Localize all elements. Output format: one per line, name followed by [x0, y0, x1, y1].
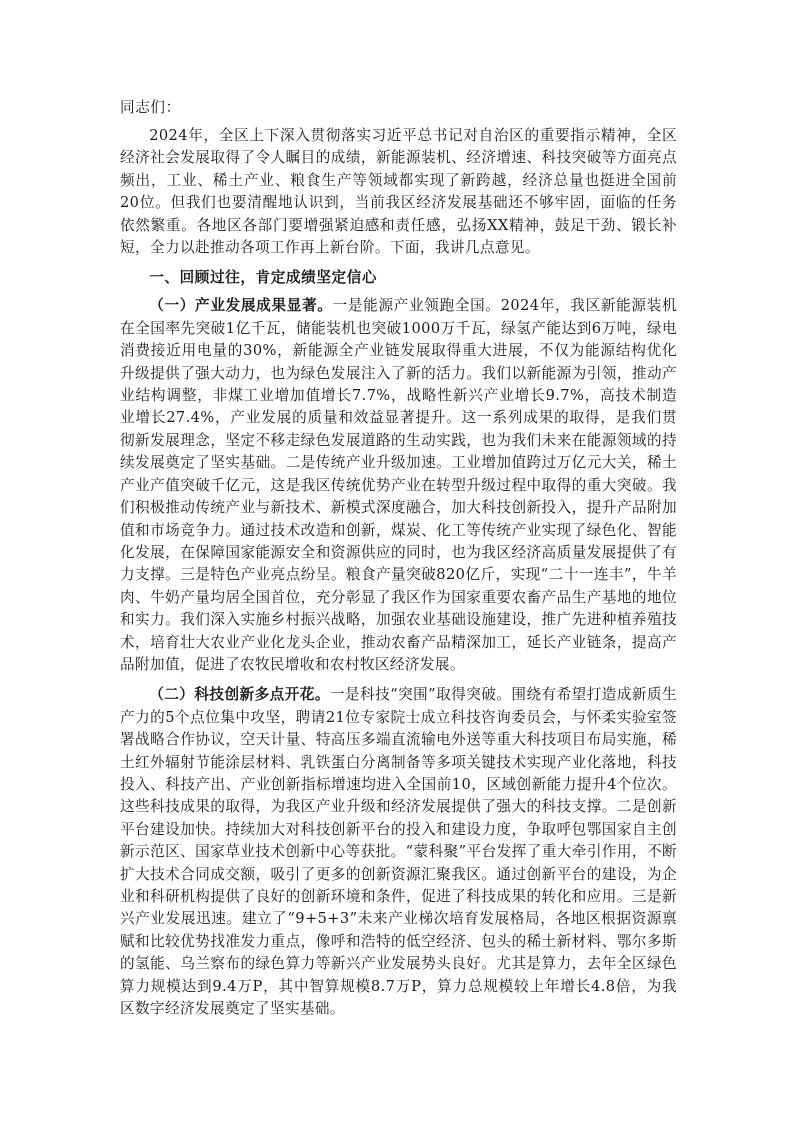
- intro-paragraph: 2024年，全区上下深入贯彻落实习近平总书记对自治区的重要指示精神，全区经济社会发展取得了令人瞩目的成绩，新能源装机、经济增速、科技突破等方面亮点频出，工业、稀土产业、粮食生产等领域都实现了新跨越，经济总量也挺进全国前20位。但我们也要清醒地认识到，当前我区经济发展基础还不够牢固，面临的任务依然繁重。各地区各部门要增强紧迫感和责任感，弘扬XX精神，鼓足干劲、锻长补短，全力以赴推动各项工作再上新台阶。下面，我讲几点意见。: [120, 127, 677, 257]
- industry-paragraph: [120, 295, 677, 676]
- section-heading: 一、回顾过往，肯定成绩坚定信心: [149, 269, 378, 287]
- innovation-body: 一是科技“突围”取得突破。围绕有希望打造成新质生产力的5个点位集中攻坚，聘请21位专家院士成立科技咨询委员会，与怀柔实验室签署战略合作协议，空天计量、特高压多端直流输电外送等重大科技项目布局实施，稀土红外辐射节能涂层材料、乳铁蛋白分离制备等多项关键技术实现产业化落地，科技投入、科技产出、产业创新指标增速均进入全国前10，区域创新能力提升4个位次。这些科技成果的取得，为我区产业升级和经济发展提供了强大的科技支撑。二是创新平台建设加快。持续加大对科技创新平台的投入和建设力度，争取呼包鄂国家自主创新示范区、国家草业技术创新中心等获批。“蒙科聚”平台发挥了重大牵引作用，不断扩大技术合同成交额，吸引了更多的创新资源汇聚我区。通过创新平台的建设，为企业和科研机构提供了良好的创新环境和条件，促进了科技成果的转化和应用。三是新兴产业发展迅速。建立了“9+5+3”未来产业梯次培育发展格局，各地区根据资源禀赋和比较优势找准发力重点，像呼和浩特的低空经济、包头的稀土新材料、鄂尔多斯的氢能、乌兰察布的绿色算力等新兴产业发展势头良好。尤其是算力，去年全区绿色算力规模达到9.4万P，其中智算规模8.7万P，算力总规模较上年增长4.8倍，为我区数字经济发展奠定了坚实基础。: [120, 686, 677, 1018]
- innovation-subheading: （二）科技创新多点开花。: [149, 686, 330, 704]
- industry-body: 一是能源产业领跑全国。2024年，我区新能源装机在全国率先突破1亿千瓦，储能装机也突破1000万千瓦，绿氢产能达到6万吨，绿电消费接近用电量的30%，新能源全产业链发展取得重大进展，不仅为能源结构优化升级提供了强大动力，也为绿色发展注入了新的活力。我们以新能源为引领，推动产业结构调整，非煤工业增加值增长7.7%，战略性新兴产业增长9.7%，高技术制造业增长27.4%，产业发展的质量和效益显著提升。这一系列成果的取得，是我们贯彻新发展理念，坚定不移走绿色发展道路的生动实践，也为我们未来在能源领域的持续发展奠定了坚实基础。二是传统产业升级加速。工业增加值跨过万亿元大关，稀土产业产值突破千亿元，这是我区传统优势产业在转型升级过程中取得的重大突破。我们积极推动传统产业与新技术、新模式深度融合，加大科技创新投入，提升产品附加值和市场竞争力。通过技术改造和创新，煤炭、化工等传统产业实现了绿色化、智能化发展，在保障国家能源安全和资源供应的同时，也为我区经济高质量发展提供了有力支撑。三是特色产业亮点纷呈。粮食产量突破820亿斤，实现“二十一连丰”，牛羊肉、牛奶产量均居全国首位，充分彰显了我区作为国家重要农畜产品生产基地的地位和实力。我们深入实施乡村振兴战略，加强农业基础设施建设，推广先进种植养殖技术，培育壮大农业产业化龙头企业，推动农畜产品精深加工，延长产业链条，提高产品附加值，促进了农牧民增收和农村牧区经济发展。: [120, 297, 677, 673]
- salutation: 同志们：: [120, 99, 181, 116]
- document-page: [120, 97, 677, 1020]
- innovation-paragraph: [120, 684, 677, 1020]
- industry-subheading: （一）产业发展成果显著。: [149, 297, 333, 315]
